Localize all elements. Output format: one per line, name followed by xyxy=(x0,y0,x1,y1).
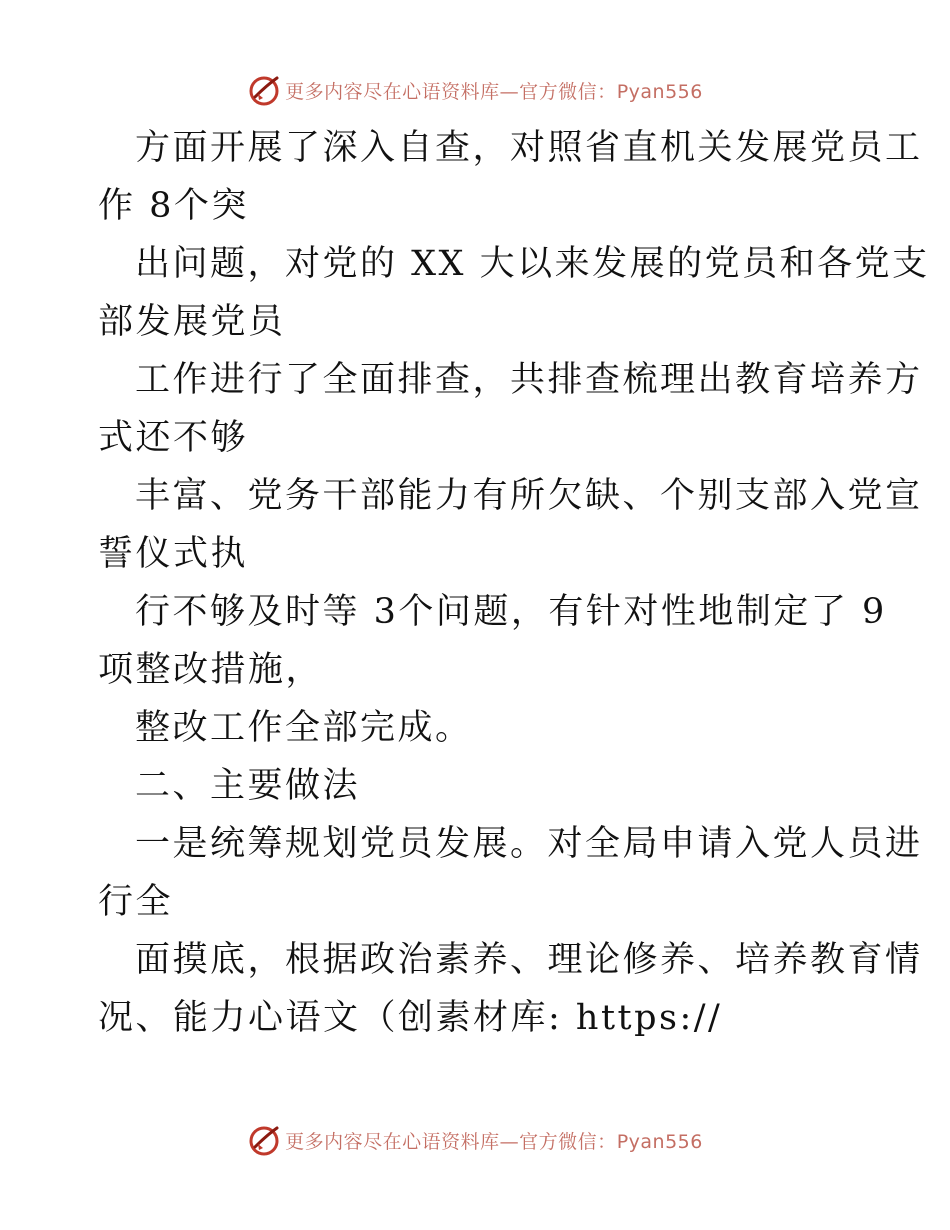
text-line: 行不够及时等 3个问题，有针对性地制定了 9 xyxy=(135,592,887,632)
footer-watermark xyxy=(0,1120,950,1160)
text-line: 行全 xyxy=(98,882,174,922)
section-heading: 二、主要做法 xyxy=(135,766,361,806)
text-line: 况、能力心语文（创素材库: https:// xyxy=(98,998,723,1038)
header-watermark xyxy=(0,70,950,110)
watermark-main: 更多内容尽在心语资料库 xyxy=(285,80,500,103)
watermark-text xyxy=(285,77,703,104)
text-line: 方面开展了深入自查，对照省直机关发展党员工 xyxy=(135,128,923,168)
watermark-wechat-label: 官方微信： xyxy=(519,1130,617,1153)
text-line: 式还不够 xyxy=(98,418,249,458)
text-line: 部发展党员 xyxy=(98,302,286,342)
text-line: 工作进行了全面排查，共排查梳理出教育培养方 xyxy=(135,360,923,400)
watermark-separator: — xyxy=(499,1130,520,1153)
watermark-separator: — xyxy=(499,80,520,103)
brush-logo-icon xyxy=(247,1123,281,1157)
text-line: 作 8个突 xyxy=(98,186,249,226)
text-line: 誓仪式执 xyxy=(98,534,249,574)
text-line: 面摸底，根据政治素养、理论修养、培养教育情 xyxy=(135,940,923,980)
text-line: 出问题，对党的 XX 大以来发展的党员和各党支 xyxy=(135,244,930,284)
text-line: 丰富、党务干部能力有所欠缺、个别支部入党宣 xyxy=(135,476,923,516)
watermark-main: 更多内容尽在心语资料库 xyxy=(285,1130,500,1153)
watermark-wechat-label: 官方微信： xyxy=(519,80,617,103)
brush-logo-icon xyxy=(247,73,281,107)
text-line: 项整改措施， xyxy=(98,650,324,690)
text-line: 一是统筹规划党员发展。对全局申请入党人员进 xyxy=(135,824,923,864)
watermark-wechat-id: Pyan556 xyxy=(616,1130,703,1153)
watermark-text xyxy=(285,1127,703,1154)
watermark-wechat-id: Pyan556 xyxy=(616,80,703,103)
text-line: 整改工作全部完成。 xyxy=(135,708,473,748)
